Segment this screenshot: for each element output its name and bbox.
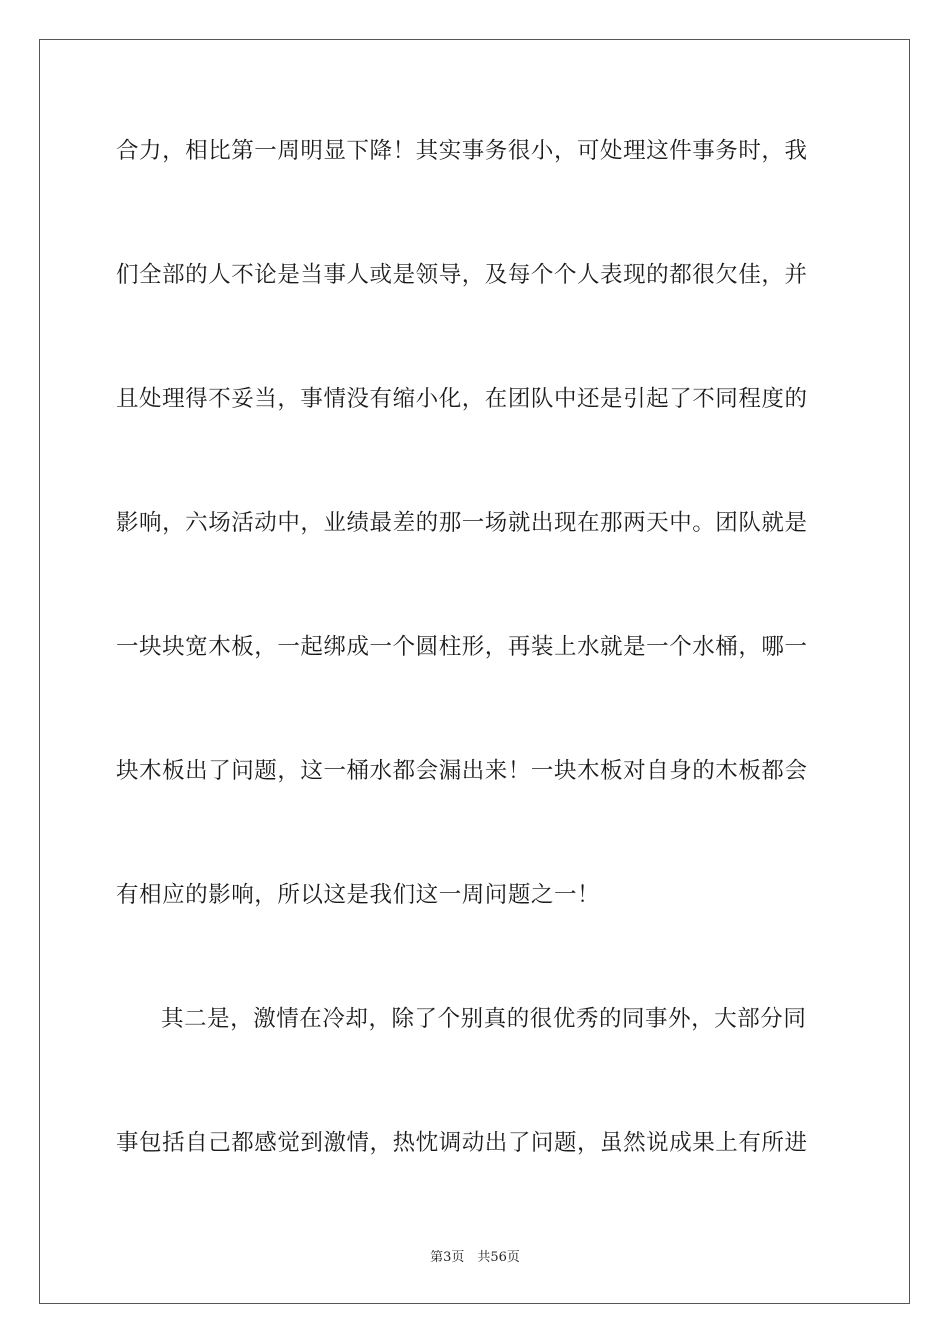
text-line-9: 事包括自己都感觉到激情，热忱调动出了问题，虽然说成果上有所进 xyxy=(116,1130,808,1156)
text-line-4: 影响，六场活动中，业绩最差的那一场就出现在那两天中。团队就是 xyxy=(116,510,808,536)
text-line-3: 且处理得不妥当，事情没有缩小化，在团队中还是引起了不同程度的 xyxy=(116,386,808,412)
text-line-2: 们全部的人不论是当事人或是领导，及每个个人表现的都很欠佳，并 xyxy=(116,262,808,288)
text-line-1: 合力，相比第一周明显下降！其实事务很小，可处理这件事务时，我 xyxy=(116,138,808,164)
text-line-6: 块木板出了问题，这一桶水都会漏出来！一块木板对自身的木板都会 xyxy=(116,758,808,784)
text-line-8-paragraph-start: 其二是，激情在冷却，除了个别真的很优秀的同事外，大部分同 xyxy=(161,1006,807,1032)
text-line-5: 一块块宽木板，一起绑成一个圆柱形，再装上水就是一个水桶，哪一 xyxy=(116,634,808,660)
page-number-footer: 第3页 共56页 xyxy=(430,1250,520,1265)
text-line-7: 有相应的影响，所以这是我们这一周问题之一！ xyxy=(116,882,601,908)
document-body xyxy=(116,126,836,1242)
